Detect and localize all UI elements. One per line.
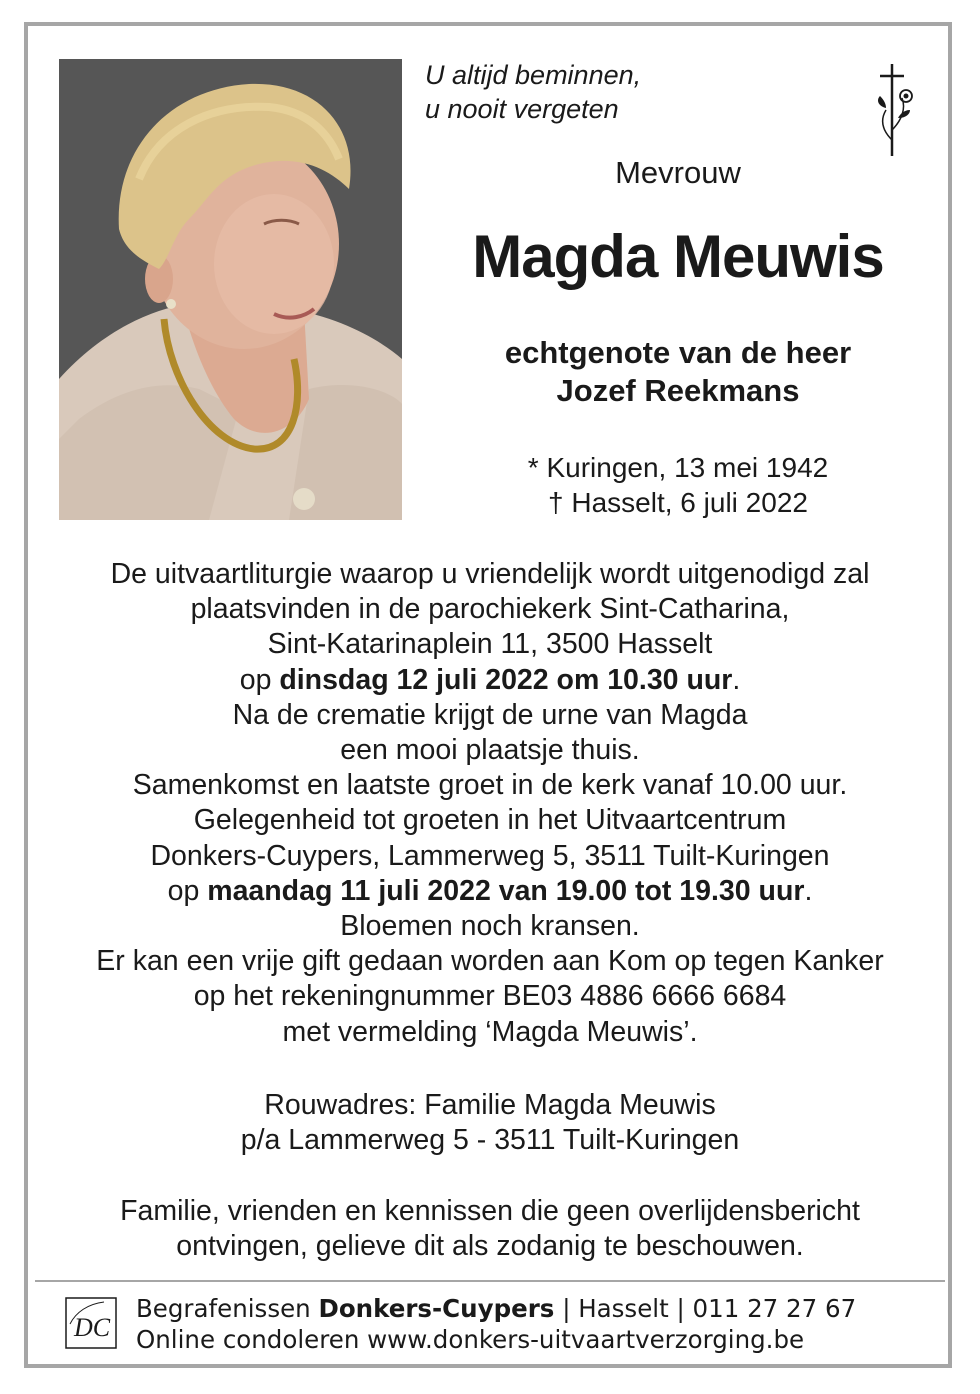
- svg-text:DC: DC: [74, 1313, 111, 1342]
- condolence-link[interactable]: Online condoleren www.donkers-uitvaartverzorging.be: [136, 1325, 805, 1354]
- motto: [425, 58, 641, 126]
- closing-note: [30, 1194, 950, 1264]
- announcement-line: De uitvaartliturgie waarop u vriendelijk wordt uitgenodigd zal: [110, 558, 870, 590]
- announcement-line: Donkers-Cuypers, Lammerweg 5, 3511 Tuilt-Kuringen: [150, 839, 830, 872]
- birth-date: * Kuringen, 13 mei 1942: [527, 452, 829, 483]
- spouse-name: Jozef Reekmans: [556, 373, 800, 408]
- spouse-line: echtgenote van de heer: [504, 335, 852, 370]
- announcement-line: een mooi plaatsje thuis.: [340, 734, 640, 767]
- visitation-date-time: maandag 11 juli 2022 van 19.00 tot 19.30 uur: [207, 874, 805, 907]
- footer-divider: [35, 1280, 945, 1282]
- announcement-line: met vermelding ‘Magda Meuwis’.: [282, 1015, 698, 1048]
- announcement-line: Sint-Katarinaplein 11, 3500 Hasselt: [267, 628, 713, 661]
- closing-line: ontvingen, gelieve dit als zodanig te beschouwen.: [176, 1230, 804, 1263]
- phone-number: 011 27 27 67: [692, 1294, 857, 1323]
- funeral-home-logo: [64, 1294, 120, 1350]
- announcement-line: op het rekeningnummer BE03 4886 6666 6684: [193, 980, 787, 1013]
- announcement-line: op dinsdag 12 juli 2022 om 10.30 uur.: [239, 663, 741, 696]
- funeral-date-time: dinsdag 12 juli 2022 om 10.30 uur: [279, 663, 733, 696]
- announcement-line: Na de crematie krijgt de urne van Magda: [232, 698, 748, 731]
- announcement-line: op maandag 11 juli 2022 van 19.00 tot 19.30 uur.: [167, 874, 813, 907]
- company-name: Donkers-Cuypers: [318, 1294, 555, 1323]
- motto-line: u nooit vergeten: [425, 94, 619, 124]
- footer-line: Begrafenissen Donkers-Cuypers | Hasselt | 011 27 27 67: [136, 1294, 857, 1323]
- life-dates: [420, 450, 936, 520]
- footer: [136, 1293, 856, 1355]
- honorific: Mevrouw: [615, 155, 741, 190]
- announcement-line: plaatsvinden in de parochiekerk Sint-Catharina,: [190, 593, 790, 626]
- cross-rose-icon: [868, 60, 920, 160]
- death-date: † Hasselt, 6 juli 2022: [548, 487, 808, 518]
- deceased-name: Magda Meuwis: [472, 223, 884, 290]
- mourning-address: [30, 1088, 950, 1158]
- motto-line: U altijd beminnen,: [425, 60, 642, 90]
- spouse-info: [420, 334, 936, 410]
- closing-line: Familie, vrienden en kennissen die geen overlijdensbericht: [120, 1195, 860, 1227]
- address-line: p/a Lammerweg 5 - 3511 Tuilt-Kuringen: [240, 1124, 740, 1157]
- address-line: Rouwadres: Familie Magda Meuwis: [264, 1089, 716, 1121]
- announcement-line: Samenkomst en laatste groet in de kerk vanaf 10.00 uur.: [132, 769, 848, 802]
- portrait-photo: [59, 59, 402, 520]
- announcement-text: [30, 557, 950, 1050]
- announcement-line: Gelegenheid tot groeten in het Uitvaartcentrum: [193, 804, 787, 837]
- portrait-image: [59, 59, 402, 520]
- announcement-line: Bloemen noch kransen.: [340, 910, 640, 943]
- announcement-line: Er kan een vrije gift gedaan worden aan Kom op tegen Kanker: [96, 945, 884, 978]
